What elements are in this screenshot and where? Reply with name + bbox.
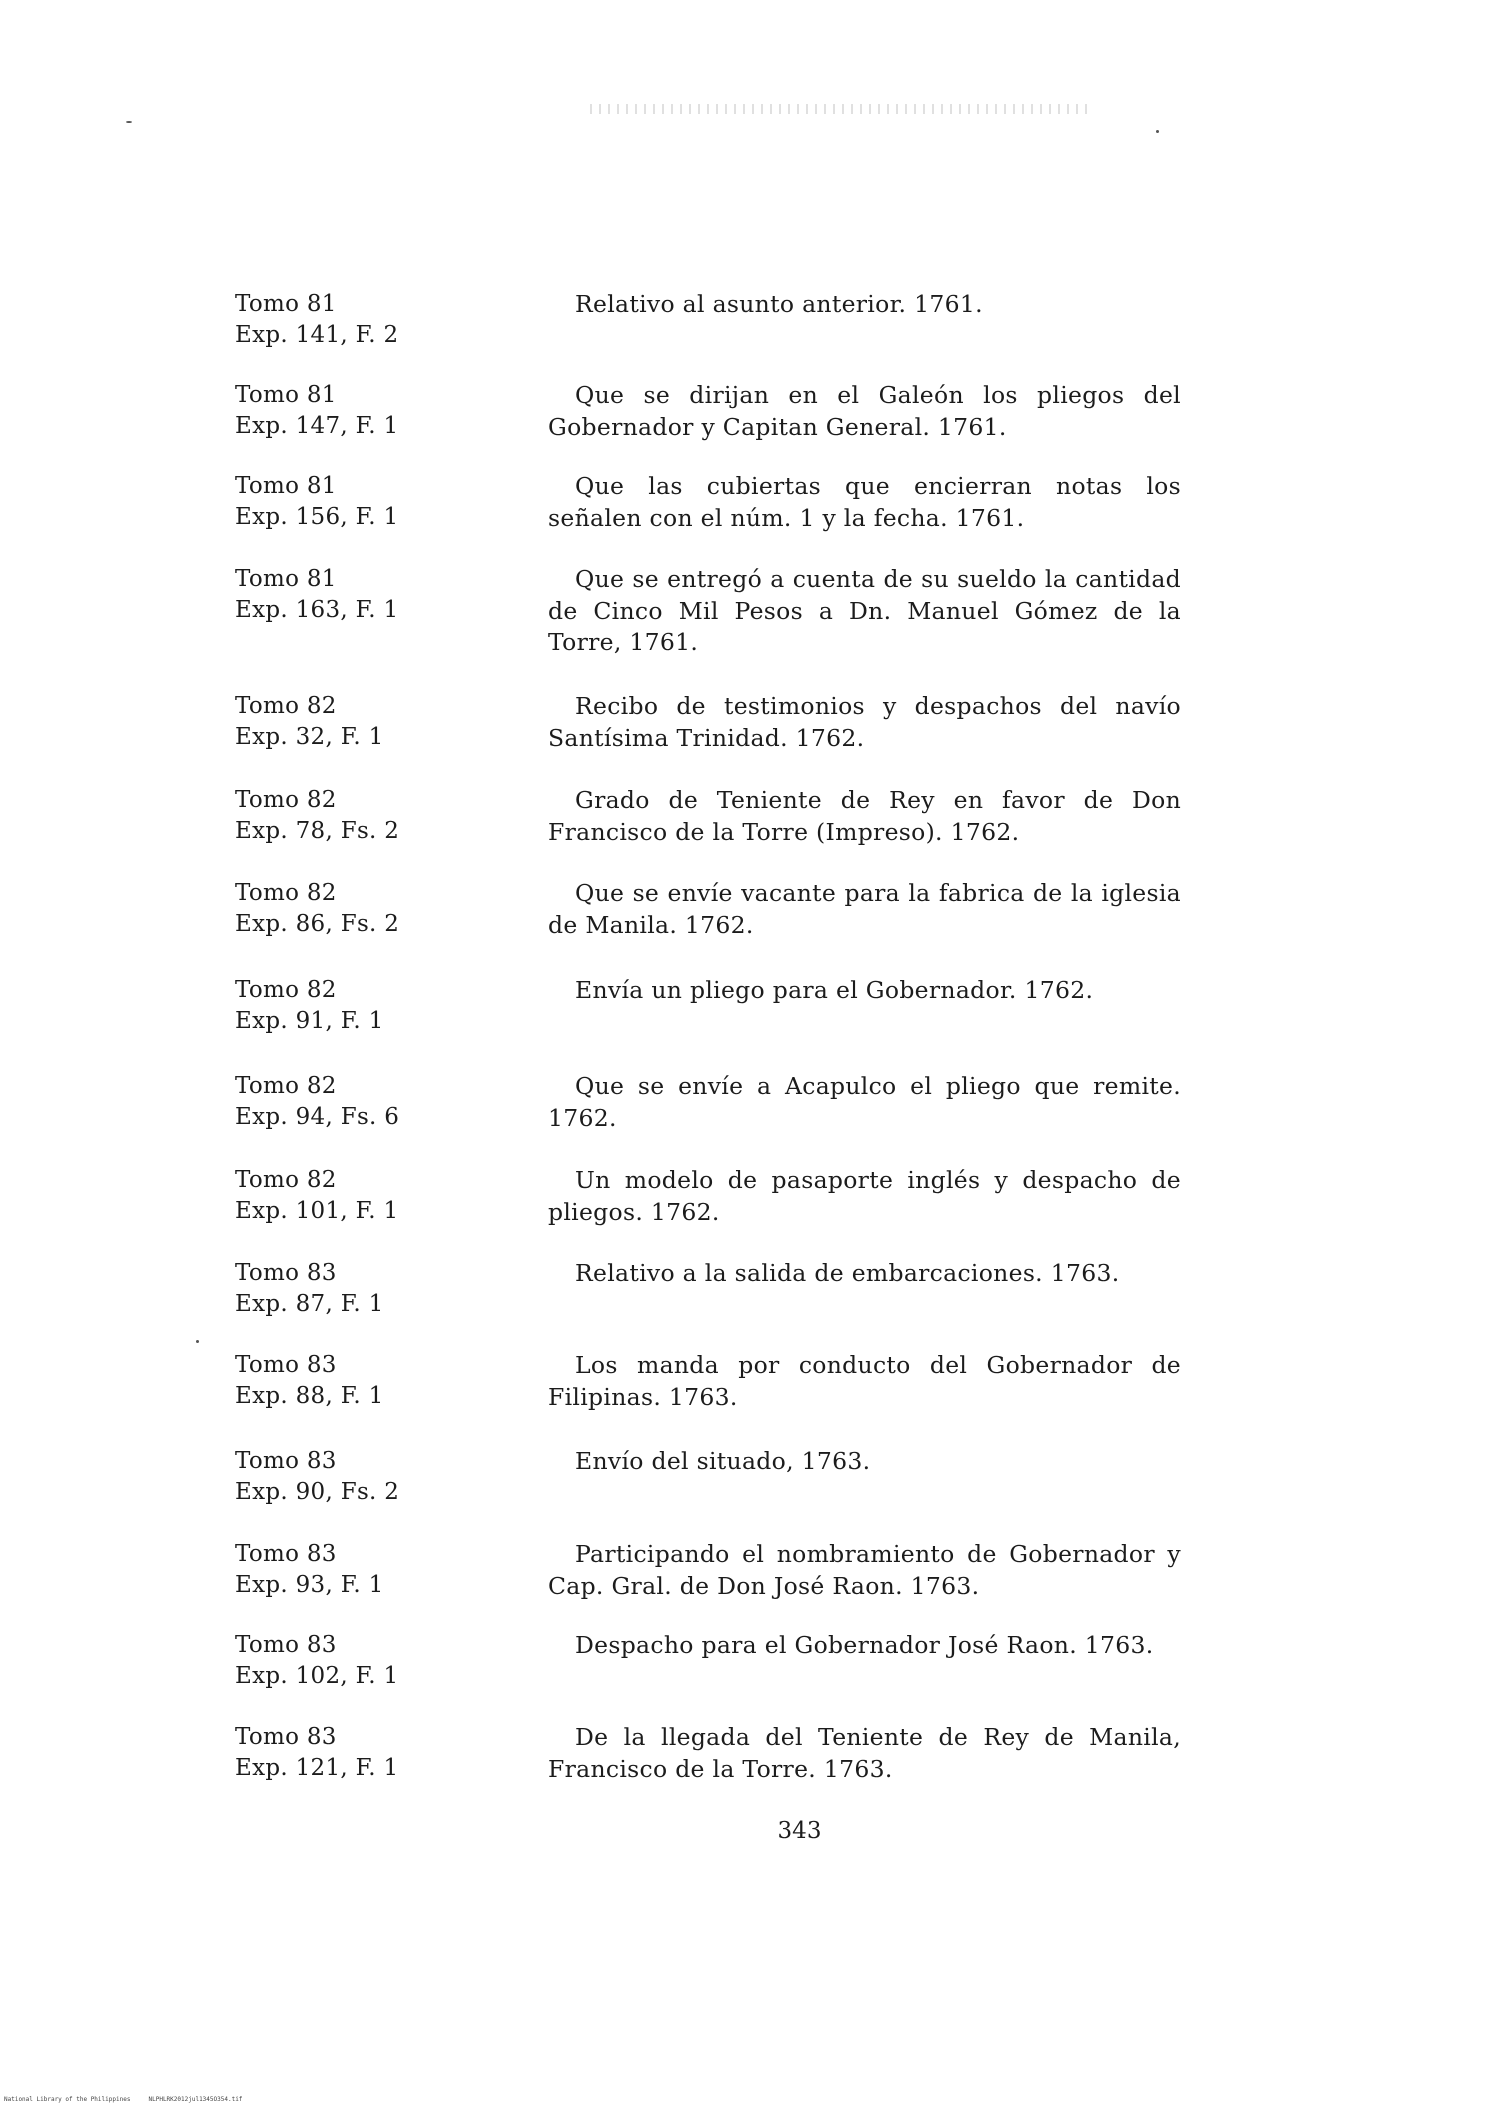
volume: Tomo 82	[235, 693, 337, 719]
entry-description: Que se dirijan en el Galeón los pliegos del Gobernador y Capitan General. 1761.	[548, 381, 1181, 441]
file-folio: Exp. 121, F. 1	[235, 1755, 399, 1781]
entry-reference	[235, 1350, 475, 1412]
volume: Tomo 82	[235, 1167, 337, 1193]
entry-description: Envía un pliego para el Gobernador. 1762.	[575, 976, 1094, 1004]
entry-reference	[235, 1630, 475, 1692]
volume: Tomo 83	[235, 1632, 337, 1658]
scan-file-code: NLPHLRK2012jul1345O354.tif	[148, 2096, 243, 2103]
scan-speck	[126, 121, 132, 123]
volume: Tomo 83	[235, 1448, 337, 1474]
file-folio: Exp. 86, Fs. 2	[235, 911, 400, 937]
entry-description: Que se entregó a cuenta de su sueldo la cantidad de Cinco Mil Pesos a Dn. Manuel Gómez de la Torre, 1761.	[548, 565, 1181, 656]
file-folio: Exp. 101, F. 1	[235, 1198, 399, 1224]
scan-artifact	[590, 104, 1090, 114]
entry-description: Participando el nombramiento de Gobernador y Cap. Gral. de Don José Raon. 1763.	[548, 1540, 1181, 1600]
volume: Tomo 83	[235, 1724, 337, 1750]
file-folio: Exp. 88, F. 1	[235, 1383, 384, 1409]
entry-description: Despacho para el Gobernador José Raon. 1763.	[575, 1631, 1154, 1659]
file-folio: Exp. 163, F. 1	[235, 597, 399, 623]
volume: Tomo 83	[235, 1541, 337, 1567]
entry-description: Que las cubiertas que encierran notas los señalen con el núm. 1 y la fecha. 1761.	[548, 472, 1181, 532]
file-folio: Exp. 93, F. 1	[235, 1572, 384, 1598]
entry-reference	[235, 1539, 475, 1601]
entry-description: De la llegada del Teniente de Rey de Manila, Francisco de la Torre. 1763.	[548, 1723, 1181, 1783]
entry-description: Los manda por conducto del Gobernador de Filipinas. 1763.	[548, 1351, 1181, 1411]
entry-reference	[235, 1258, 475, 1320]
scan-speck	[196, 1340, 199, 1343]
file-folio: Exp. 91, F. 1	[235, 1008, 384, 1034]
entry-reference	[235, 380, 475, 442]
file-folio: Exp. 90, Fs. 2	[235, 1479, 400, 1505]
volume: Tomo 81	[235, 566, 337, 592]
file-folio: Exp. 32, F. 1	[235, 724, 384, 750]
file-folio: Exp. 102, F. 1	[235, 1663, 399, 1689]
entry-reference	[235, 878, 475, 940]
entry-description: Relativo al asunto anterior. 1761.	[575, 290, 983, 318]
volume: Tomo 81	[235, 291, 337, 317]
entry-reference	[235, 289, 475, 351]
entry-reference	[235, 785, 475, 847]
entry-reference	[235, 471, 475, 533]
entry-reference	[235, 1165, 475, 1227]
volume: Tomo 83	[235, 1260, 337, 1286]
entry-description: Que se envíe vacante para la fabrica de la iglesia de Manila. 1762.	[548, 879, 1181, 939]
volume: Tomo 82	[235, 880, 337, 906]
entry-reference	[235, 1722, 475, 1784]
library-name: National Library of the Philippines	[4, 2096, 131, 2103]
entry-description: Relativo a la salida de embarcaciones. 1763.	[575, 1259, 1120, 1287]
entry-description: Que se envíe a Acapulco el pliego que remite. 1762.	[548, 1072, 1181, 1132]
volume: Tomo 82	[235, 787, 337, 813]
file-folio: Exp. 141, F. 2	[235, 322, 399, 348]
scan-credit	[4, 2096, 242, 2103]
volume: Tomo 81	[235, 382, 337, 408]
volume: Tomo 81	[235, 473, 337, 499]
entry-description: Un modelo de pasaporte inglés y despacho de pliegos. 1762.	[548, 1166, 1181, 1226]
volume: Tomo 83	[235, 1352, 337, 1378]
volume: Tomo 82	[235, 1073, 337, 1099]
file-folio: Exp. 156, F. 1	[235, 504, 399, 530]
entry-reference	[235, 691, 475, 753]
entry-reference	[235, 564, 475, 626]
entry-description: Recibo de testimonios y despachos del navío Santísima Trinidad. 1762.	[548, 692, 1181, 752]
entry-reference	[235, 1446, 475, 1508]
page-number: 343	[777, 1818, 822, 1844]
entry-reference	[235, 975, 475, 1037]
volume: Tomo 82	[235, 977, 337, 1003]
entry-description: Grado de Teniente de Rey en favor de Don Francisco de la Torre (Impreso). 1762.	[548, 786, 1181, 846]
scan-speck	[1156, 130, 1159, 133]
file-folio: Exp. 147, F. 1	[235, 413, 399, 439]
file-folio: Exp. 87, F. 1	[235, 1291, 384, 1317]
entry-description: Envío del situado, 1763.	[575, 1447, 871, 1475]
file-folio: Exp. 94, Fs. 6	[235, 1104, 400, 1130]
file-folio: Exp. 78, Fs. 2	[235, 818, 400, 844]
entry-reference	[235, 1071, 475, 1133]
